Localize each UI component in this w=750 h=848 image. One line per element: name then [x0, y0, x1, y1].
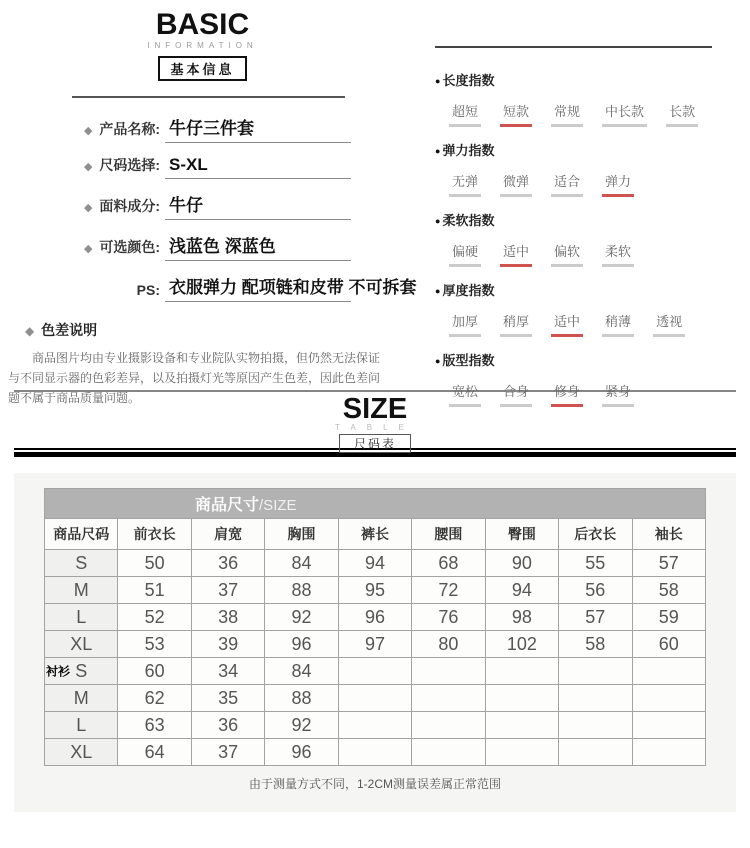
index-option: 长款 — [666, 101, 698, 127]
index-option: 适合 — [551, 171, 583, 197]
product-info-value: 牛仔 — [165, 191, 351, 220]
index-section — [435, 70, 712, 127]
measurement-cell: 95 — [338, 577, 411, 604]
measurement-cell: 64 — [118, 739, 191, 766]
measurement-cell: 39 — [191, 631, 264, 658]
product-info-row — [55, 114, 405, 143]
measurement-cell: 60 — [118, 658, 191, 685]
measurement-cell: 96 — [338, 604, 411, 631]
measurement-cell: 60 — [632, 631, 706, 658]
index-option-selected: 弹力 — [602, 171, 634, 197]
index-title-text: 弹力指数 — [442, 143, 495, 158]
label-text: 产品名称: — [99, 121, 160, 137]
measurement-cell: 36 — [191, 712, 264, 739]
measurement-cell: 58 — [632, 577, 706, 604]
measurement-cell: 56 — [559, 577, 632, 604]
size-text: M — [73, 687, 89, 708]
measurement-cell — [412, 712, 485, 739]
measurement-cell: 97 — [338, 631, 411, 658]
measurement-cell: 35 — [191, 685, 264, 712]
table-title: 商品尺寸 — [195, 497, 260, 514]
index-section — [435, 350, 712, 407]
measurement-cell: 55 — [559, 550, 632, 577]
product-info-value: 牛仔三件套 — [165, 114, 351, 143]
measurement-cell — [559, 658, 632, 685]
measurement-cell: 34 — [191, 658, 264, 685]
measurement-cell: 62 — [118, 685, 191, 712]
column-header: 后衣长 — [559, 519, 632, 550]
shirt-group-label: 衬衫 — [46, 664, 71, 679]
bullet-icon: ● — [435, 356, 441, 366]
size-label-cell — [45, 712, 118, 739]
index-section — [435, 210, 712, 267]
column-header: 肩宽 — [191, 519, 264, 550]
product-info-row — [55, 232, 405, 261]
measurement-cell: 53 — [118, 631, 191, 658]
basic-header — [0, 0, 405, 81]
index-options — [449, 171, 712, 197]
index-option: 无弹 — [449, 171, 481, 197]
size-title: SIZE — [342, 393, 408, 425]
index-option: 透视 — [653, 311, 685, 337]
size-text: S — [75, 660, 88, 681]
column-header: 胸围 — [265, 519, 338, 550]
table-title-band — [45, 489, 706, 519]
index-title — [435, 280, 712, 299]
table-row — [45, 577, 706, 604]
column-header: 臀围 — [485, 519, 558, 550]
index-title — [435, 140, 712, 159]
diamond-icon: ◆ — [83, 161, 93, 173]
basic-info-badge: 基本信息 — [158, 56, 246, 81]
diamond-icon: ◆ — [83, 243, 93, 255]
measurement-cell — [338, 739, 411, 766]
index-option: 合身 — [500, 381, 532, 407]
index-title-text: 版型指数 — [442, 353, 495, 368]
measurement-cell: 50 — [118, 550, 191, 577]
product-info-value: S-XL — [165, 155, 351, 179]
index-option: 偏硬 — [449, 241, 481, 267]
size-subtitle: TABLE — [335, 423, 415, 432]
index-options — [449, 241, 712, 267]
measurement-cell — [338, 685, 411, 712]
measurement-cell — [485, 685, 558, 712]
measurement-cell — [412, 685, 485, 712]
measurement-cell — [559, 712, 632, 739]
index-column — [435, 46, 712, 420]
table-row — [45, 658, 706, 685]
size-text: XL — [70, 633, 93, 654]
measurement-cell: 57 — [632, 550, 706, 577]
bullet-icon: ● — [435, 76, 441, 86]
index-option-selected: 修身 — [551, 381, 583, 407]
index-option-selected: 适中 — [551, 311, 583, 337]
column-header: 腰围 — [412, 519, 485, 550]
measurement-cell — [632, 712, 706, 739]
index-section — [435, 280, 712, 337]
size-text: M — [73, 579, 89, 600]
measurement-cell: 52 — [118, 604, 191, 631]
measurement-cell: 92 — [265, 604, 338, 631]
index-option: 紧身 — [602, 381, 634, 407]
index-option: 柔软 — [602, 241, 634, 267]
measurement-cell: 63 — [118, 712, 191, 739]
size-label-cell — [45, 658, 118, 685]
measurement-cell: 58 — [559, 631, 632, 658]
measurement-cell — [412, 658, 485, 685]
measurement-cell: 76 — [412, 604, 485, 631]
table-row — [45, 550, 706, 577]
measurement-cell: 92 — [265, 712, 338, 739]
table-row — [45, 712, 706, 739]
size-label-cell — [45, 739, 118, 766]
measurement-note: 由于测量方式不同，1-2CM测量误差属正常范围 — [248, 777, 501, 791]
label-text: 可选颜色: — [99, 239, 160, 255]
measurement-cell: 80 — [412, 631, 485, 658]
size-chart-badge: 尺码表 — [339, 434, 411, 453]
table-row — [45, 685, 706, 712]
measurement-cell — [559, 739, 632, 766]
product-info-label — [55, 119, 160, 143]
product-info-label — [55, 155, 160, 179]
label-text: 面料成分: — [99, 198, 160, 214]
measurement-cell: 88 — [265, 685, 338, 712]
bullet-icon: ● — [435, 146, 441, 156]
product-attributes-list — [0, 114, 417, 302]
basic-info-section — [0, 0, 750, 405]
measurement-cell — [338, 712, 411, 739]
measurement-cell — [632, 685, 706, 712]
size-label-cell — [45, 604, 118, 631]
product-info-row — [55, 273, 417, 302]
size-label-cell — [45, 577, 118, 604]
column-header: 袖长 — [632, 519, 706, 550]
index-option-selected: 适中 — [500, 241, 532, 267]
measurement-cell: 84 — [265, 550, 338, 577]
index-title-text: 长度指数 — [442, 73, 495, 88]
index-option: 中长款 — [602, 101, 647, 127]
bullet-icon: ● — [435, 286, 441, 296]
table-header-row — [45, 519, 706, 550]
measurement-cell — [338, 658, 411, 685]
diamond-icon: ◆ — [83, 125, 93, 137]
measurement-cell: 36 — [191, 550, 264, 577]
basic-subtitle: INFORMATION — [147, 41, 258, 50]
measurement-cell — [485, 712, 558, 739]
product-info-label — [55, 282, 160, 302]
measurement-cell: 57 — [559, 604, 632, 631]
measurement-cell: 72 — [412, 577, 485, 604]
measurement-cell: 94 — [485, 577, 558, 604]
measurement-cell: 94 — [338, 550, 411, 577]
index-option: 偏软 — [551, 241, 583, 267]
index-option: 稍薄 — [602, 311, 634, 337]
divider — [72, 96, 345, 98]
size-text: S — [75, 552, 88, 573]
index-option-selected: 短款 — [500, 101, 532, 127]
size-table-card — [14, 473, 736, 812]
size-label-cell — [45, 631, 118, 658]
measurement-cell — [559, 685, 632, 712]
diamond-icon: ◆ — [83, 202, 93, 214]
column-header: 裤长 — [338, 519, 411, 550]
index-option: 超短 — [449, 101, 481, 127]
index-option: 稍厚 — [500, 311, 532, 337]
table-row — [45, 739, 706, 766]
index-option: 加厚 — [449, 311, 481, 337]
index-title — [435, 350, 712, 369]
index-options — [449, 381, 712, 407]
label-text: 尺码选择: — [99, 157, 160, 173]
measurement-cell — [485, 658, 558, 685]
index-title-text: 厚度指数 — [442, 283, 495, 298]
measurement-cell: 96 — [265, 631, 338, 658]
index-option: 宽松 — [449, 381, 481, 407]
color-note-heading — [0, 320, 405, 340]
index-title-text: 柔软指数 — [442, 213, 495, 228]
color-note-body: 商品图片均由专业摄影设备和专业院队实物拍摄，但仍然无法保证与不同显示器的色彩差异，以及拍摄灯光等原因产生色差，因此色差问题不属于商品质量问题。 — [8, 351, 381, 405]
basic-title: BASIC — [155, 8, 250, 41]
index-options — [449, 101, 712, 127]
label-text: PS: — [136, 282, 160, 298]
size-text: L — [76, 714, 87, 735]
measurement-cell: 37 — [191, 577, 264, 604]
product-info-value: 浅蓝色 深蓝色 — [165, 232, 351, 261]
product-info-column — [0, 0, 417, 408]
diamond-icon: ◆ — [25, 324, 35, 338]
product-info-row — [55, 155, 405, 179]
measurement-cell — [632, 739, 706, 766]
column-header: 商品尺码 — [45, 519, 118, 550]
column-header: 前衣长 — [118, 519, 191, 550]
color-difference-note — [0, 320, 405, 408]
measurement-cell: 102 — [485, 631, 558, 658]
product-info-value: 衣服弹力 配项链和皮带 不可拆套 — [165, 273, 351, 302]
index-option: 常规 — [551, 101, 583, 127]
measurement-cell: 84 — [265, 658, 338, 685]
measurement-cell: 88 — [265, 577, 338, 604]
table-row — [45, 631, 706, 658]
index-option: 微弹 — [500, 171, 532, 197]
size-label-cell — [45, 550, 118, 577]
measurement-cell: 98 — [485, 604, 558, 631]
product-info-row — [55, 191, 405, 220]
measurement-cell — [412, 739, 485, 766]
measurement-cell: 96 — [265, 739, 338, 766]
size-label-cell — [45, 685, 118, 712]
measurement-cell: 68 — [412, 550, 485, 577]
divider — [435, 46, 712, 48]
size-text: L — [76, 606, 87, 627]
index-title — [435, 70, 712, 89]
table-title-suffix: /SIZE — [259, 497, 297, 514]
index-section — [435, 140, 712, 197]
size-table — [44, 488, 706, 766]
measurement-cell: 51 — [118, 577, 191, 604]
measurement-cell: 90 — [485, 550, 558, 577]
measurement-cell: 37 — [191, 739, 264, 766]
index-sections — [435, 70, 712, 407]
measurement-cell — [485, 739, 558, 766]
measurement-cell: 38 — [191, 604, 264, 631]
measurement-cell: 59 — [632, 604, 706, 631]
table-row — [45, 604, 706, 631]
index-options — [449, 311, 712, 337]
product-info-label — [55, 237, 160, 261]
index-title — [435, 210, 712, 229]
color-note-heading-text: 色差说明 — [41, 322, 98, 338]
bullet-icon: ● — [435, 216, 441, 226]
product-info-label — [55, 196, 160, 220]
measurement-cell — [632, 658, 706, 685]
size-text: XL — [70, 741, 93, 762]
